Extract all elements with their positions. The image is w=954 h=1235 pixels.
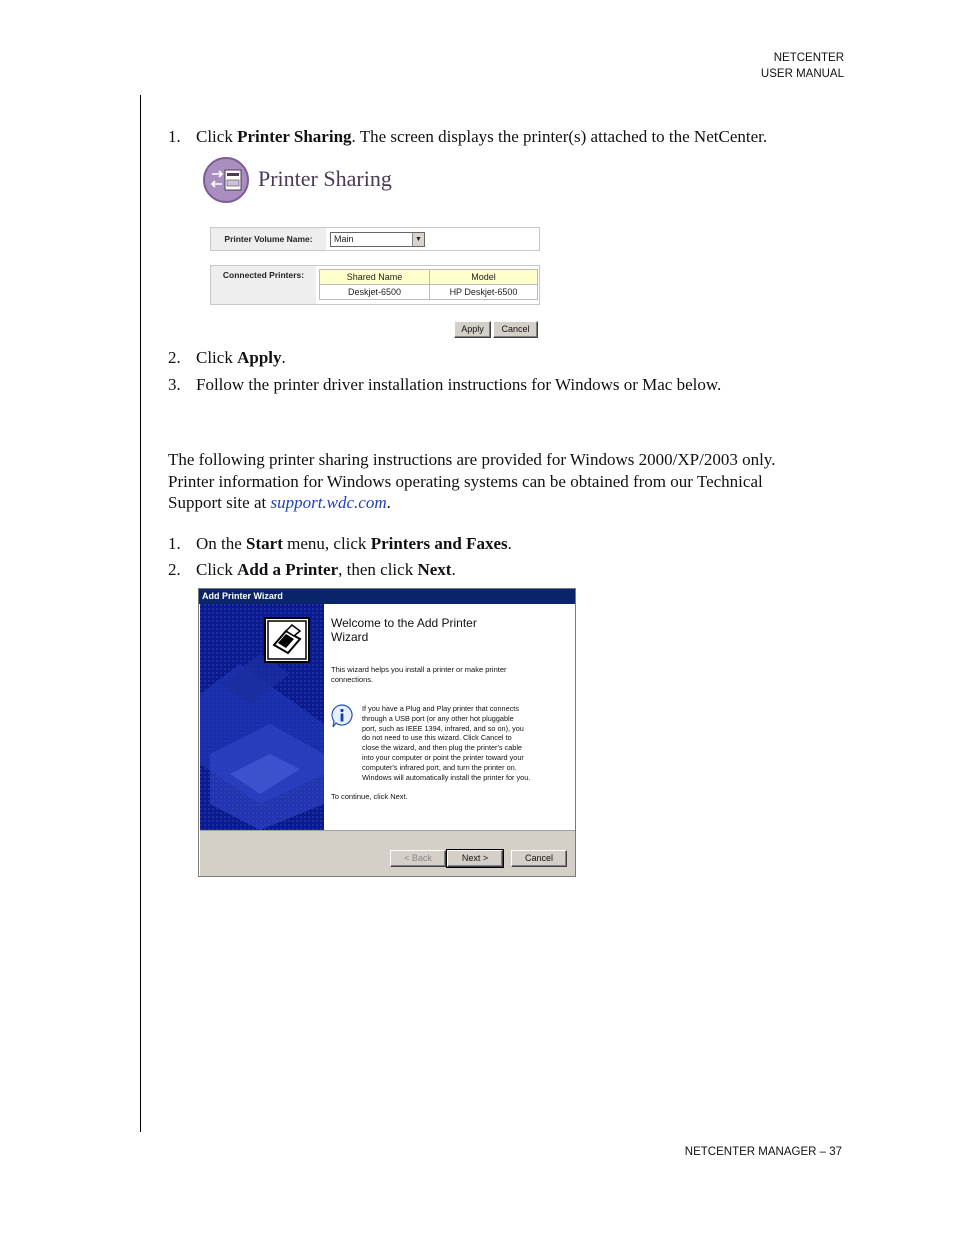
cancel-button[interactable]: Cancel xyxy=(493,321,538,338)
section2-step-1: 1. On the Start menu, click Printers and Faxes. xyxy=(168,534,512,553)
margin-rule xyxy=(140,95,141,1132)
section1-step-2: 2. Click Apply. xyxy=(168,348,286,367)
section1-step-3: 3. Follow the printer driver installation instructions for Windows or Mac below. xyxy=(168,375,722,394)
connected-printers-label: Connected Printers: xyxy=(211,266,316,304)
cell-shared-name: Deskjet-6500 xyxy=(320,285,430,300)
connected-printers-table xyxy=(319,269,538,300)
wizard-button-bar xyxy=(200,830,575,877)
volume-name-select[interactable]: Main ▼ xyxy=(330,232,425,247)
apply-button[interactable]: Apply xyxy=(454,321,491,338)
volume-name-row xyxy=(210,227,540,251)
support-link[interactable]: support.wdc.com xyxy=(270,493,387,512)
section1-step-1: 1. Click Printer Sharing. The screen displays the printer(s) attached to the NetCenter. xyxy=(168,127,768,146)
printer-icon xyxy=(264,617,310,663)
cell-model: HP Deskjet-6500 xyxy=(430,285,538,300)
wizard-content xyxy=(324,604,575,830)
page-footer: NETCENTER MANAGER – 37 xyxy=(684,1146,842,1158)
table-row xyxy=(320,285,538,300)
add-printer-wizard-window xyxy=(198,588,576,877)
info-icon xyxy=(331,704,353,726)
wizard-description: This wizard helps you install a printer or make printer connections. xyxy=(331,665,507,684)
wizard-banner xyxy=(200,604,324,830)
wizard-info-text: If you have a Plug and Play printer that connects through a USB port (or any other hot pluggable port, such as IEEE 1394, infrared, and so on), you do not need to use this wizard. Click Cancel to close the wizard, and then plug the printer's cable into your computer or point the printer toward your computer's infrared port, and turn the printer on. Windows will automatically install the printer for you. xyxy=(362,704,531,782)
wizard-cancel-button[interactable]: Cancel xyxy=(511,850,567,867)
back-button[interactable]: < Back xyxy=(390,850,446,867)
windows-intro-paragraph: The following printer sharing instructions are provided for Windows 2000/XP/2003 only. Printer information for Windows operating systems can be obtained from our Technical Support site at support.wdc.com. xyxy=(168,450,776,512)
wizard-continue-text: To continue, click Next. xyxy=(331,792,408,801)
printer-sharing-icon xyxy=(203,157,249,203)
connected-printers-row xyxy=(210,265,540,305)
column-header-model: Model xyxy=(430,270,538,285)
printer-sharing-title: Printer Sharing xyxy=(258,166,392,191)
section2-step-2: 2. Click Add a Printer, then click Next. xyxy=(168,560,456,579)
column-header-shared-name: Shared Name xyxy=(320,270,430,285)
header-line-2: USER MANUAL xyxy=(760,68,844,80)
volume-name-label: Printer Volume Name: xyxy=(211,228,326,250)
next-button[interactable]: Next > xyxy=(447,850,503,867)
chevron-down-icon[interactable]: ▼ xyxy=(412,233,424,246)
running-header xyxy=(761,50,844,82)
wizard-heading: Welcome to the Add Printer Wizard xyxy=(331,616,477,644)
wizard-title-bar: Add Printer Wizard xyxy=(199,589,575,604)
table-header-row xyxy=(320,270,538,285)
header-line-1: NETCENTER xyxy=(773,52,844,64)
